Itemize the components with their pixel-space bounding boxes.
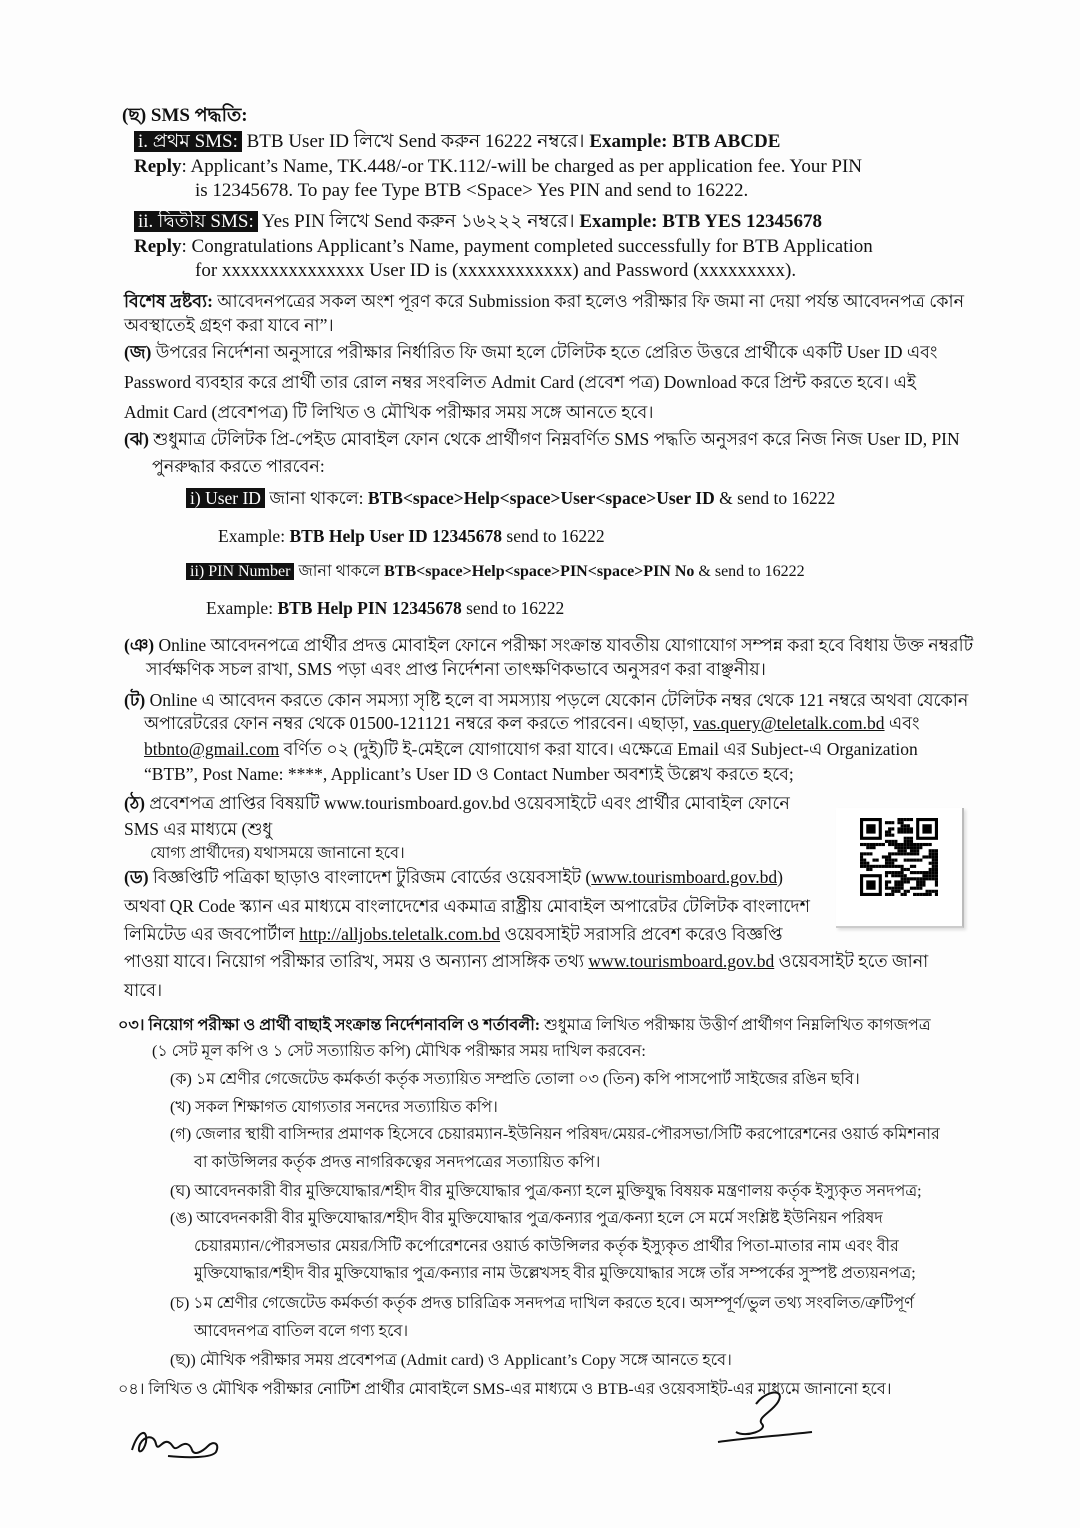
jho-line1: (ঝ) শুধুমাত্র টেলিটক প্রি-পেইড মোবাইল ফোন থেকে প্রার্থীগণ নিম্নবর্ণিত SMS পদ্ধতি অনুসরণ করে নিজ নিজ User ID, PIN [124,429,960,449]
ttha-line3: যোগ্য প্রার্থীদের) যথাসময়ে জানানো হবে। [150,845,405,862]
link-tourismboard-2[interactable]: www.tourismboard.gov.bd [588,951,775,971]
sec3-item-cha-line2: আবেদনপত্র বাতিল বলে গণ্য হবে। [194,1323,409,1340]
special-note-line2: অবস্থাতেই গ্রহণ করা যাবে না”। [124,315,334,335]
link-alljobs-teletalk[interactable]: http://alljobs.teletalk.com.bd [299,924,501,944]
jha-line2: Password ব্যবহার করে প্রার্থী তার রোল নম্বর সংবলিত Admit Card (প্রবেশ পত্র) Download করে প্রিন্ট করতে হবে। এই [124,372,916,392]
dda-line2: অথবা QR Code স্ক্যান এর মাধ্যমে বাংলাদেশের একমাত্র রাষ্ট্রীয় মোবাইল অপারেটর টেলিটক বাংলাদেশ [124,896,810,916]
sec3-item-chha: (ছ)) মৌখিক পরীক্ষার সময় প্রবেশপত্র (Admit card) ও Applicant’s Copy সঙ্গে আনতে হবে। [170,1352,732,1369]
sms-heading: (ছ) SMS পদ্ধতি: [122,105,248,126]
signature-right-icon [716,1384,816,1454]
link-tourismboard-1[interactable]: www.tourismboard.gov.bd [591,867,778,887]
dda-line4: পাওয়া যাবে। নিয়োগ পরীক্ষার তারিখ, সময় ও অন্যান্য প্রাসঙ্গিক তথ্য www.tourismboard.gov.bd ওয়েবসাইট হতে জানা [124,951,929,971]
second-sms-tag: ii. দ্বিতীয় SMS: [134,211,258,232]
dda-line1: (ড) বিজ্ঞপ্তিটি পত্রিকা ছাড়াও বাংলাদেশ টুরিজম বোর্ডের ওয়েবসাইট (www.tourismboard.gov.bd) [124,867,783,887]
sec3-item-nga-line1: (ঙ) আবেদনকারী বীর মুক্তিযোদ্ধার/শহীদ বীর মুক্তিযোদ্ধার পুত্র/কন্যার পুত্র/কন্যা হলে সে মর্মে সংশ্লিষ্ট ইউনিয়ন পরিষদ [170,1210,883,1227]
first-sms-example: Example: BTB ABCDE [589,131,781,152]
nio-line1: (ঞ) Online আবেদনপত্রে প্রার্থীর প্রদত্ত মোবাইল ফোনে পরীক্ষা সংক্রান্ত যাবতীয় যোগাযোগ সম্পন্ন করা হবে বিধায় উক্ত নম্বরটি [124,635,974,655]
sec3-intro2: (১ সেট মূল কপি ও ১ সেট সত্যায়িত কপি) মৌখিক পরীক্ষার সময় দাখিল করবেন: [152,1043,646,1060]
pin-tag: ii) PIN Number [186,563,294,580]
second-sms-text: Yes PIN লিখে Send করুন ১৬২২২ নম্বরে। [261,211,575,232]
sec4-text: ০৪। লিখিত ও মৌখিক পরীক্ষার নোটিশ প্রার্থীর মোবাইলে SMS-এর মাধ্যমে ও BTB-এর ওয়েবসাইট-এর মাধ্যমে জানানো হবে। [118,1381,892,1398]
sec3-item-ka: (ক) ১ম শ্রেণীর গেজেটেড কর্মকর্তা কর্তৃক সত্যায়িত সম্প্রতি তোলা ০৩ (তিন) কপি পাসপোর্ট সাইজের রঙিন ছবি। [170,1071,860,1088]
second-sms-line [134,210,822,234]
userid-tag: i) User ID [186,488,265,508]
signature-left-icon [128,1422,224,1462]
first-sms-text: BTB User ID লিখে Send করুন 16222 নম্বরে। [246,131,585,152]
second-sms-example: Example: BTB YES 12345678 [579,211,823,232]
email-btbnto[interactable]: btbnto@gmail.com [144,739,280,759]
special-note-line1: বিশেষ দ্রষ্টব্য: আবেদনপত্রের সকল অংশ পূরণ করে Submission করা হলেও পরীক্ষার ফি জমা না দেয়া পর্যন্ত আবেদনপত্র কোন [124,291,965,311]
reply2-line1: Reply: Congratulations Applicant’s Name, payment completed successfully for BTB Application [134,236,873,257]
sec3-item-ga-line1: (গ) জেলার স্থায়ী বাসিন্দার প্রমাণক হিসেবে চেয়ারম্যান-ইউনিয়ন পরিষদ/মেয়র-পৌরসভা/সিটি করপোরেশনের ওয়ার্ড কমিশনার [170,1126,940,1143]
tta-line4: “BTB”, Post Name: ****, Applicant’s User ID ও Contact Number অবশ্যই উল্লেখ করতে হবে; [144,764,794,784]
sec3-item-nga-line3: মুক্তিযোদ্ধার/শহীদ বীর মুক্তিযোদ্ধার পুত্র/কন্যার নাম উল্লেখসহ বীর মুক্তিযোদ্ধার সঙ্গে তাঁর সম্পর্কের সুস্পষ্ট প্রত্যয়নপত্র; [194,1265,916,1282]
nio-line2: সার্বক্ষণিক সচল রাখা, SMS পড়া এবং প্রাপ্ত নির্দেশনা তাৎক্ষণিকভাবে অনুসরণ করা বাঞ্ছনীয়। [146,659,766,679]
tta-line3: btbnto@gmail.com বর্ণিত ০২ (দুই)টি ই-মেইলে যোগাযোগ করা যাবে। এক্ষেত্রে Email এর Subject-এ Organization [144,739,918,759]
tta-line1: (ট) Online এ আবেদন করতে কোন সমস্যা সৃষ্টি হলে বা সমস্যায় পড়লে যেকোন টেলিটক নম্বর থেকে 121 নম্বরে অথবা যেকোন [124,690,969,710]
sec3-item-gha: (ঘ) আবেদনকারী বীর মুক্তিযোদ্ধার/শহীদ বীর মুক্তিযোদ্ধার পুত্র/কন্যা হলে মুক্তিযুদ্ধ বিষয়ক মন্ত্রণালয় কর্তৃক ইস্যুকৃত সনদপত্র; [170,1183,922,1200]
sec3-item-kha: (খ) সকল শিক্ষাগত যোগ্যতার সনদের সত্যায়িত কপি। [170,1099,498,1116]
reply2-line2: for xxxxxxxxxxxxxxx User ID is (xxxxxxxxxxxx) and Password (xxxxxxxxx). [195,260,797,281]
sec3-title: নিয়োগ পরীক্ষা ও প্রার্থী বাছাই সংক্রান্ত নির্দেশনাবলি ও শর্তাবলী: [148,1017,541,1034]
reply1-line2: is 12345678. To pay fee Type BTB <Space> Yes PIN and send to 16222. [195,180,749,201]
dda-line3: লিমিটেড এর জবপোর্টাল http://alljobs.teletalk.com.bd ওয়েবসাইট সরাসরি প্রবেশ করেও বিজ্ঞপ্তি [124,924,783,944]
userid-recovery-line: i) User ID জানা থাকলে: BTB<space>Help<space>User<space>User ID & send to 16222 [186,486,835,510]
first-sms-tag: i. প্রথম SMS: [134,131,242,152]
jho-line2: পুনরুদ্ধার করতে পারবেন: [152,456,325,476]
ttha-line2: SMS এর মাধ্যমে (শুধু [124,819,273,839]
jha-line3: Admit Card (প্রবেশপত্র) টি লিখিত ও মৌখিক পরীক্ষার সময় সঙ্গে আনতে হবে। [124,402,654,422]
jha-line1: (জ) উপরের নির্দেশনা অনুসারে পরীক্ষার নির্ধারিত ফি জমা হলে টেলিটক হতে প্রেরিত উত্তরে প্রার্থীকে একটি User ID এবং [124,342,938,362]
sec3-item-cha-line1: (চ) ১ম শ্রেণীর গেজেটেড কর্মকর্তা কর্তৃক প্রদত্ত চারিত্রিক সনদপত্র দাখিল করতে হবে। অসম্পূর্ণ/ভুল তথ্য সংবলিত/ত্রুটিপূর্ণ [170,1295,914,1312]
sec3-item-nga-line2: চেয়ারম্যান/পৌরসভার মেয়র/সিটি কর্পোরেশনের ওয়ার্ড কাউন্সিলর কর্তৃক ইস্যুকৃত প্রার্থীর পিতা-মাতার নাম এবং বীর [194,1238,899,1255]
userid-example-line: Example: BTB Help User ID 12345678 send to 16222 [218,526,605,546]
pin-recovery-line: ii) PIN Number জানা থাকলে BTB<space>Help<space>PIN<space>PIN No & send to 16222 [186,560,805,584]
email-vas-query[interactable]: vas.query@teletalk.com.bd [692,713,885,733]
qr-code-image [860,818,938,896]
sec3-item-ga-line2: বা কাউন্সিলর কর্তৃক প্রদত্ত নাগরিকত্বের সনদপত্রের সত্যায়িত কপি। [194,1154,601,1171]
sec3-heading: ০৩। নিয়োগ পরীক্ষা ও প্রার্থী বাছাই সংক্রান্ত নির্দেশনাবলি ও শর্তাবলী: শুধুমাত্র লিখিত পরীক্ষায় উত্তীর্ণ প্রার্থীগণ নিম্নলিখিত কাগজপত্র [118,1017,931,1034]
tta-line2: অপারেটরের ফোন নম্বর থেকে 01500-121121 নম্বরে কল করতে পারবেন। এছাড়া, vas.query@teletalk.com.bd এবং [144,713,920,733]
reply1-line1: Reply: Applicant’s Name, TK.448/-or TK.112/-will be charged as per application fee. Your PIN [134,156,863,177]
dda-line5: যাবে। [124,980,163,1000]
pin-example-line: Example: BTB Help PIN 12345678 send to 16222 [206,598,565,618]
ttha-line1: (ঠ) প্রবেশপত্র প্রাপ্তির বিষয়টি www.tourismboard.gov.bd ওয়েবসাইটে এবং প্রার্থীর মোবাইল ফোনে [124,793,790,813]
qr-code[interactable] [836,808,964,928]
first-sms-line [134,130,780,154]
